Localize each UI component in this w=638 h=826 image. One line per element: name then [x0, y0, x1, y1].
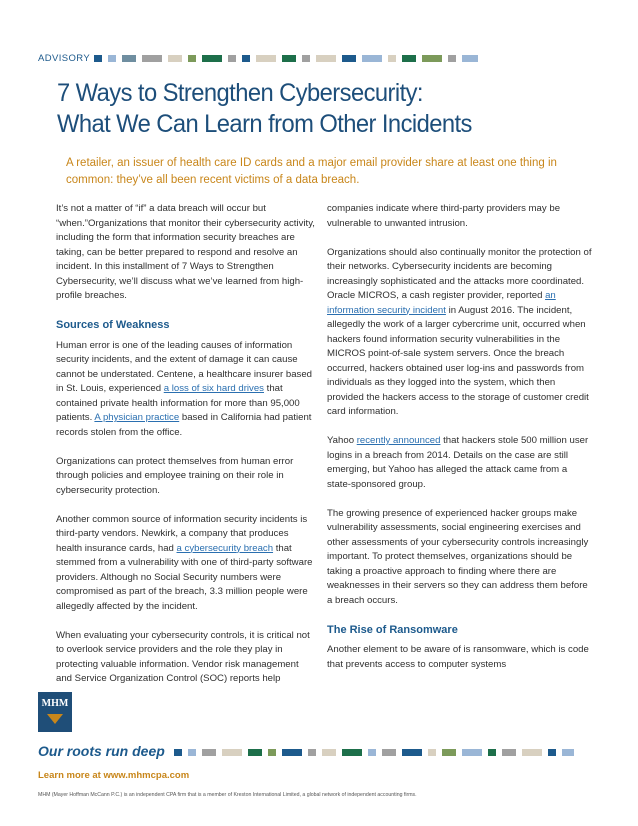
- stripe-segment: [442, 749, 456, 756]
- stripe-segment: [256, 55, 276, 62]
- stripe-segment: [402, 749, 422, 756]
- link-information-security-incident[interactable]: an information security incident: [327, 290, 556, 316]
- stripe-segment: [188, 55, 196, 62]
- stripe-segment: [502, 749, 516, 756]
- heading-rise-of-ransomware: The Rise of Ransomware: [327, 623, 458, 636]
- paragraph-third-party-cont: companies indicate where third-party providers may be vulnerable to unwanted intrusion.: [327, 203, 561, 229]
- stripe-segment: [522, 749, 542, 756]
- stripe-segment: [422, 55, 442, 62]
- paragraph-hacker-groups: The growing presence of experienced hacker groups make vulnerability assessments, social engineering exercises and other assessments of your cybersecurity controls increasingly important. To protect themselves, organizations should be taking a proactive approach to finding where there are weaknesses in their servers so they can address them before a breach occurs.: [327, 507, 589, 606]
- stripe-segment: [342, 749, 362, 756]
- footer-disclaimer: MHM (Mayer Hoffman McCann P.C.) is an independent CPA firm that is a member of Kreston International Limited, a global network of independent accounting firms.: [38, 792, 417, 798]
- stripe-segment: [362, 55, 382, 62]
- stripe-segment: [142, 55, 162, 62]
- title-line-2: What We Can Learn from Other Incidents: [57, 110, 472, 138]
- stripe-segment: [322, 749, 336, 756]
- stripe-segment: [462, 749, 482, 756]
- text: that hackers stole 500 million user logins in a breach from 2014. Details on the case are still emerging, but Yahoo has alleged the attack came from a state-sponsored group.: [327, 435, 589, 490]
- stripe-segment: [242, 55, 250, 62]
- stripe-segment: [382, 749, 396, 756]
- stripe-segment: [462, 55, 478, 62]
- page-title: [57, 78, 589, 140]
- stripe-segment: [168, 55, 182, 62]
- stripe-segment: [282, 749, 302, 756]
- heading-sources-of-weakness: Sources of Weakness: [56, 319, 170, 331]
- decorative-stripe-bar: [94, 55, 478, 62]
- stripe-segment: [388, 55, 396, 62]
- section-label: ADVISORY: [38, 53, 94, 64]
- logo-text: MHM: [41, 698, 69, 709]
- text: based in California had patient records stolen from the office.: [56, 412, 312, 438]
- stripe-segment: [248, 749, 262, 756]
- stripe-segment: [402, 55, 416, 62]
- text: Yahoo: [327, 435, 357, 446]
- stripe-segment: [342, 55, 356, 62]
- mhm-logo: [38, 692, 72, 732]
- stripe-segment: [428, 749, 436, 756]
- stripe-segment: [268, 749, 276, 756]
- text: in August 2016. The incident, allegedly the work of a larger cybercrime unit, occurred when hackers found information security vulnerabilities in the MICROS point-of-sale system servers. Once the breach occurred, hackers obtained user log-ins and passwords from individuals as they logged into the system, which then provided the hackers access to the storage of customer credit card information.: [327, 304, 589, 417]
- text: Another common source of information security incidents is third-party vendors. Newkirk, a company that produces health insurance cards, had: [56, 513, 308, 554]
- stripe-segment: [202, 55, 222, 62]
- paragraph-training: Organizations can protect themselves from human error through policies and employee training on their role in cybersecurity protection.: [56, 455, 294, 496]
- stripe-segment: [188, 749, 196, 756]
- stripe-segment: [316, 55, 336, 62]
- stripe-segment: [448, 55, 456, 62]
- stripe-segment: [222, 749, 242, 756]
- stripe-segment: [368, 749, 376, 756]
- paragraph-ransomware: Another element to be aware of is ransomware, which is code that prevents access to computer systems: [327, 644, 589, 670]
- text: Human error is one of the leading causes of information security incidents, and the extent of damage it can cause cannot be understated. Centene, a healthcare insurer based in St. Louis, experienced: [56, 339, 313, 394]
- link-recently-announced[interactable]: recently announced: [356, 435, 441, 446]
- learn-more-link[interactable]: Learn more at www.mhmcpa.com: [38, 770, 190, 781]
- decorative-stripe-bar-bottom: [174, 749, 574, 756]
- paragraph-human-error: [56, 339, 316, 441]
- link-cybersecurity-breach[interactable]: a cybersecurity breach: [176, 542, 274, 554]
- chevron-icon: [47, 714, 63, 724]
- stripe-segment: [108, 55, 116, 62]
- link-physician-practice[interactable]: A physician practice: [94, 412, 180, 423]
- link-hard-drives[interactable]: a loss of six hard drives: [163, 383, 264, 394]
- paragraph-third-party: [56, 513, 316, 615]
- left-column: [56, 202, 316, 701]
- paragraph-service-providers: When evaluating your cybersecurity controls, it is critical not to overlook service providers and the role they play in protecting valuable information. Vendor risk management and Service Organization Control (SOC) reports help: [56, 629, 310, 684]
- text: Organizations should also continually monitor the protection of their networks. Cybersecurity incidents are becoming increasingly sophisticated and the attacks more coordinated. Oracle MICROS, a cash register provider, reported: [327, 246, 592, 301]
- article-subtitle: A retailer, an issuer of health care ID cards and a major email provider share at least one thing in common: they’ve all been recent victims of a data breach.: [66, 157, 557, 186]
- paragraph-yahoo: [327, 434, 592, 492]
- intro-paragraph: It’s not a matter of “if” a data breach will occur but “when.”Organizations that monitor their cybersecurity activity, including the form that information security breaches are taking, can be better prepared to respond and resolve an incident. In this installment of 7 Ways to Strengthen Cybersecurity, we’ll discuss what we’ve learned from high-profile breaches.: [56, 203, 315, 301]
- stripe-segment: [302, 55, 310, 62]
- stripe-segment: [562, 749, 574, 756]
- stripe-segment: [202, 749, 216, 756]
- tagline: Our roots run deep: [38, 743, 165, 759]
- text: that contained private health information for more than 95,000 patients.: [56, 383, 300, 423]
- stripe-segment: [174, 749, 182, 756]
- stripe-segment: [94, 55, 102, 62]
- paragraph-monitoring: [327, 246, 592, 420]
- text: that stemmed from a vulnerability with one of third-party software providers. Although no Social Security numbers were compromised as part of the breach, 3.3 million people were allegedly affected by the incident.: [56, 542, 313, 612]
- title-line-1: 7 Ways to Strengthen Cybersecurity:: [57, 79, 423, 107]
- stripe-segment: [488, 749, 496, 756]
- stripe-segment: [228, 55, 236, 62]
- stripe-segment: [308, 749, 316, 756]
- stripe-segment: [548, 749, 556, 756]
- stripe-segment: [122, 55, 136, 62]
- right-column: [327, 202, 592, 687]
- stripe-segment: [282, 55, 296, 62]
